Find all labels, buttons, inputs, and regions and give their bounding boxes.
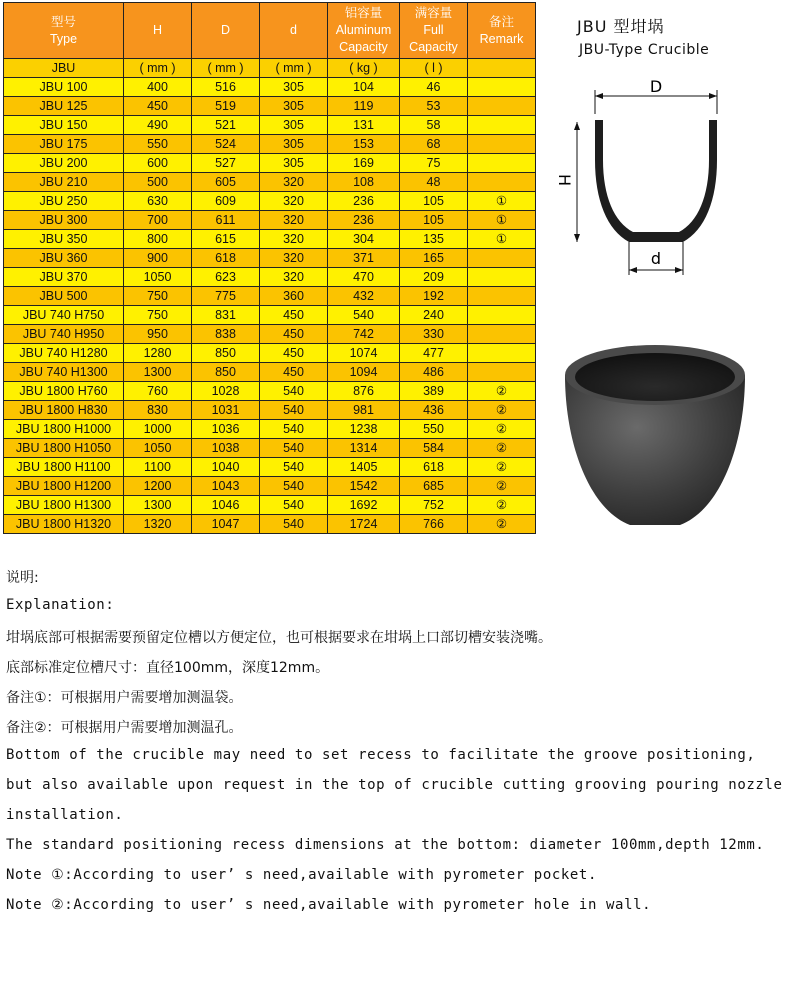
table-cell: 1280 bbox=[124, 344, 192, 363]
table-cell: 320 bbox=[260, 173, 328, 192]
table-cell: JBU 1800 H830 bbox=[4, 401, 124, 420]
unit-cell: JBU bbox=[4, 59, 124, 78]
remark-cell: ② bbox=[468, 515, 536, 534]
table-cell: 192 bbox=[400, 287, 468, 306]
dimension-d-arrow-left bbox=[629, 267, 637, 273]
table-cell: 108 bbox=[328, 173, 400, 192]
table-cell: JBU 1800 H1000 bbox=[4, 420, 124, 439]
header-H bbox=[124, 3, 192, 59]
table-cell: 304 bbox=[328, 230, 400, 249]
table-cell: 750 bbox=[124, 306, 192, 325]
table-cell: 831 bbox=[192, 306, 260, 325]
dimension-D-arrow-left bbox=[595, 93, 603, 99]
table-row bbox=[4, 211, 536, 230]
table-row bbox=[4, 439, 536, 458]
table-cell: 1050 bbox=[124, 268, 192, 287]
table-cell: JBU 200 bbox=[4, 154, 124, 173]
explanation-en-line: Note ②:According to user’ s need,available with pyrometer hole in wall. bbox=[6, 897, 652, 913]
table-cell: 540 bbox=[260, 477, 328, 496]
table-cell: 240 bbox=[400, 306, 468, 325]
header-remark-zh: 备注 bbox=[488, 14, 514, 29]
table-cell: 389 bbox=[400, 382, 468, 401]
table-cell: 477 bbox=[400, 344, 468, 363]
remark-cell: ② bbox=[468, 496, 536, 515]
table-cell: 1300 bbox=[124, 363, 192, 382]
table-cell: 521 bbox=[192, 116, 260, 135]
table-row bbox=[4, 363, 536, 382]
table-cell: 320 bbox=[260, 268, 328, 287]
table-cell: 540 bbox=[328, 306, 400, 325]
table-cell: 1031 bbox=[192, 401, 260, 420]
table-row bbox=[4, 306, 536, 325]
table-cell: 53 bbox=[400, 97, 468, 116]
table-cell: 540 bbox=[260, 458, 328, 477]
table-cell: 760 bbox=[124, 382, 192, 401]
table-cell: 131 bbox=[328, 116, 400, 135]
header-type-en: Type bbox=[49, 31, 78, 46]
remark-cell bbox=[468, 325, 536, 344]
table-cell: 1314 bbox=[328, 439, 400, 458]
diagram-subtitle: JBU-Type Crucible bbox=[579, 42, 710, 58]
table-cell: 611 bbox=[192, 211, 260, 230]
table-cell: 524 bbox=[192, 135, 260, 154]
table-cell: 400 bbox=[124, 78, 192, 97]
table-cell: 1300 bbox=[124, 496, 192, 515]
table-row bbox=[4, 344, 536, 363]
table-cell: 1000 bbox=[124, 420, 192, 439]
table-cell: 153 bbox=[328, 135, 400, 154]
header-d-label: d bbox=[290, 23, 297, 37]
table-cell: 615 bbox=[192, 230, 260, 249]
explanation-en-line: but also available upon request in the top of crucible cutting grooving pouring nozzle bbox=[6, 777, 783, 793]
table-cell: JBU 210 bbox=[4, 173, 124, 192]
table-cell: 135 bbox=[400, 230, 468, 249]
table-cell: 305 bbox=[260, 97, 328, 116]
remark-cell: ② bbox=[468, 458, 536, 477]
table-header-row bbox=[4, 3, 536, 59]
table-cell: 618 bbox=[192, 249, 260, 268]
table-cell: 1043 bbox=[192, 477, 260, 496]
remark-cell bbox=[468, 135, 536, 154]
table-row bbox=[4, 116, 536, 135]
table-cell: 305 bbox=[260, 135, 328, 154]
table-row bbox=[4, 268, 536, 287]
table-cell: 46 bbox=[400, 78, 468, 97]
table-cell: 519 bbox=[192, 97, 260, 116]
table-row bbox=[4, 420, 536, 439]
table-cell: 320 bbox=[260, 211, 328, 230]
header-aluminum-zh: 铝容量 bbox=[344, 6, 383, 20]
diagram-title: JBU 型坩埚 bbox=[577, 17, 665, 36]
explanation-zh-line: 底部标准定位槽尺寸：直径100mm，深度12mm。 bbox=[6, 660, 330, 676]
table-cell: 1692 bbox=[328, 496, 400, 515]
table-cell: 209 bbox=[400, 268, 468, 287]
table-cell: 104 bbox=[328, 78, 400, 97]
table-cell: 436 bbox=[400, 401, 468, 420]
table-cell: 486 bbox=[400, 363, 468, 382]
unit-cell bbox=[468, 59, 536, 78]
table-cell: 320 bbox=[260, 249, 328, 268]
table-row bbox=[4, 192, 536, 211]
dimension-H-arrow-top bbox=[574, 122, 580, 130]
table-row bbox=[4, 287, 536, 306]
header-full-en1: Full bbox=[423, 23, 444, 37]
table-cell: JBU 100 bbox=[4, 78, 124, 97]
dimension-D-label: D bbox=[649, 77, 663, 96]
remark-cell bbox=[468, 154, 536, 173]
explanation-heading-zh: 说明: bbox=[6, 570, 39, 586]
table-cell: 540 bbox=[260, 496, 328, 515]
crucible-cross-section-diagram bbox=[545, 70, 745, 285]
table-cell: 700 bbox=[124, 211, 192, 230]
table-cell: JBU 740 H750 bbox=[4, 306, 124, 325]
table-cell: 850 bbox=[192, 363, 260, 382]
table-cell: JBU 300 bbox=[4, 211, 124, 230]
table-cell: 540 bbox=[260, 401, 328, 420]
table-cell: 550 bbox=[124, 135, 192, 154]
table-cell: 490 bbox=[124, 116, 192, 135]
table-cell: 305 bbox=[260, 154, 328, 173]
table-cell: 371 bbox=[328, 249, 400, 268]
table-cell: 165 bbox=[400, 249, 468, 268]
table-cell: 58 bbox=[400, 116, 468, 135]
table-cell: 1100 bbox=[124, 458, 192, 477]
table-cell: 609 bbox=[192, 192, 260, 211]
table-cell: 742 bbox=[328, 325, 400, 344]
dimension-d-arrow-right bbox=[675, 267, 683, 273]
table-cell: 169 bbox=[328, 154, 400, 173]
table-cell: 600 bbox=[124, 154, 192, 173]
table-cell: 516 bbox=[192, 78, 260, 97]
table-row bbox=[4, 97, 536, 116]
table-cell: 330 bbox=[400, 325, 468, 344]
table-cell: 750 bbox=[124, 287, 192, 306]
table-row bbox=[4, 173, 536, 192]
table-row bbox=[4, 249, 536, 268]
table-cell: JBU 740 H950 bbox=[4, 325, 124, 344]
crucible-spec-table bbox=[3, 2, 536, 534]
header-D-label: D bbox=[220, 23, 231, 37]
unit-cell: ( mm ) bbox=[124, 59, 192, 78]
table-row bbox=[4, 135, 536, 154]
header-aluminum-capacity bbox=[328, 3, 400, 59]
header-full-capacity bbox=[400, 3, 468, 59]
header-remark-en: Remark bbox=[479, 31, 524, 46]
table-cell: 605 bbox=[192, 173, 260, 192]
table-cell: 119 bbox=[328, 97, 400, 116]
remark-cell: ② bbox=[468, 401, 536, 420]
crucible-photo bbox=[555, 335, 755, 535]
remark-cell bbox=[468, 306, 536, 325]
unit-cell: ( l ) bbox=[400, 59, 468, 78]
header-D bbox=[192, 3, 260, 59]
table-cell: JBU 740 H1280 bbox=[4, 344, 124, 363]
table-cell: 320 bbox=[260, 230, 328, 249]
table-cell: 450 bbox=[260, 344, 328, 363]
table-cell: 450 bbox=[260, 363, 328, 382]
table-row bbox=[4, 154, 536, 173]
remark-cell: ① bbox=[468, 192, 536, 211]
table-cell: JBU 1800 H1300 bbox=[4, 496, 124, 515]
table-cell: JBU 1800 H1200 bbox=[4, 477, 124, 496]
table-cell: 618 bbox=[400, 458, 468, 477]
table-cell: 1405 bbox=[328, 458, 400, 477]
table-cell: JBU 500 bbox=[4, 287, 124, 306]
table-row bbox=[4, 458, 536, 477]
remark-cell bbox=[468, 268, 536, 287]
table-row bbox=[4, 230, 536, 249]
table-cell: 950 bbox=[124, 325, 192, 344]
table-cell: 105 bbox=[400, 192, 468, 211]
table-cell: 623 bbox=[192, 268, 260, 287]
explanation-zh-line: 备注②：可根据用户需要增加测温孔。 bbox=[6, 720, 243, 736]
table-cell: 236 bbox=[328, 192, 400, 211]
table-cell: 1050 bbox=[124, 439, 192, 458]
unit-cell: ( mm ) bbox=[260, 59, 328, 78]
crucible-opening bbox=[575, 353, 735, 401]
remark-cell bbox=[468, 344, 536, 363]
table-cell: 1724 bbox=[328, 515, 400, 534]
remark-cell: ② bbox=[468, 382, 536, 401]
header-remark bbox=[468, 3, 536, 59]
table-row bbox=[4, 401, 536, 420]
explanation-heading-en: Explanation: bbox=[6, 597, 115, 613]
table-cell: JBU 1800 H1050 bbox=[4, 439, 124, 458]
table-cell: JBU 350 bbox=[4, 230, 124, 249]
table-cell: 305 bbox=[260, 78, 328, 97]
table-cell: 838 bbox=[192, 325, 260, 344]
table-cell: 584 bbox=[400, 439, 468, 458]
table-row bbox=[4, 477, 536, 496]
table-cell: 850 bbox=[192, 344, 260, 363]
table-cell: 540 bbox=[260, 439, 328, 458]
table-row bbox=[4, 325, 536, 344]
dimension-d-label: d bbox=[650, 249, 662, 268]
explanation-en-line: installation. bbox=[6, 807, 124, 823]
table-cell: 450 bbox=[260, 325, 328, 344]
table-cell: 685 bbox=[400, 477, 468, 496]
table-cell: 1542 bbox=[328, 477, 400, 496]
remark-cell bbox=[468, 116, 536, 135]
table-cell: 432 bbox=[328, 287, 400, 306]
table-cell: 1028 bbox=[192, 382, 260, 401]
table-cell: 766 bbox=[400, 515, 468, 534]
dimension-H-label: H bbox=[555, 173, 574, 187]
unit-cell: ( mm ) bbox=[192, 59, 260, 78]
remark-cell bbox=[468, 173, 536, 192]
table-cell: 1036 bbox=[192, 420, 260, 439]
unit-row bbox=[4, 59, 536, 78]
table-cell: 540 bbox=[260, 420, 328, 439]
table-cell: JBU 1800 H1320 bbox=[4, 515, 124, 534]
table-cell: JBU 150 bbox=[4, 116, 124, 135]
table-cell: 75 bbox=[400, 154, 468, 173]
header-H-label: H bbox=[152, 23, 163, 37]
table-cell: 1074 bbox=[328, 344, 400, 363]
table-cell: 1046 bbox=[192, 496, 260, 515]
remark-cell: ② bbox=[468, 420, 536, 439]
table-cell: 981 bbox=[328, 401, 400, 420]
table-row bbox=[4, 382, 536, 401]
table-cell: 1040 bbox=[192, 458, 260, 477]
table-cell: 800 bbox=[124, 230, 192, 249]
table-cell: 236 bbox=[328, 211, 400, 230]
explanation-en-line: Bottom of the crucible may need to set recess to facilitate the groove positioning, bbox=[6, 747, 756, 763]
remark-cell bbox=[468, 363, 536, 382]
explanation-zh-line: 备注①：可根据用户需要增加测温袋。 bbox=[6, 690, 243, 706]
table-cell: JBU 740 H1300 bbox=[4, 363, 124, 382]
explanation-en-line: Note ①:According to user’ s need,available with pyrometer pocket. bbox=[6, 867, 597, 883]
table-cell: 550 bbox=[400, 420, 468, 439]
header-aluminum-en2: Capacity bbox=[339, 40, 388, 54]
table-row bbox=[4, 496, 536, 515]
table-cell: 320 bbox=[260, 192, 328, 211]
dimension-D-arrow-right bbox=[709, 93, 717, 99]
header-d bbox=[260, 3, 328, 59]
table-cell: 540 bbox=[260, 515, 328, 534]
table-cell: 105 bbox=[400, 211, 468, 230]
table-cell: JBU 250 bbox=[4, 192, 124, 211]
remark-cell bbox=[468, 287, 536, 306]
table-cell: JBU 1800 H1100 bbox=[4, 458, 124, 477]
table-cell: 360 bbox=[260, 287, 328, 306]
table-cell: 1200 bbox=[124, 477, 192, 496]
remark-cell: ① bbox=[468, 211, 536, 230]
table-cell: 1038 bbox=[192, 439, 260, 458]
table-cell: 305 bbox=[260, 116, 328, 135]
table-cell: 1320 bbox=[124, 515, 192, 534]
dimension-H-arrow-bottom bbox=[574, 234, 580, 242]
header-type bbox=[4, 3, 124, 59]
table-cell: 1047 bbox=[192, 515, 260, 534]
table-cell: JBU 125 bbox=[4, 97, 124, 116]
table-cell: 752 bbox=[400, 496, 468, 515]
table-cell: 540 bbox=[260, 382, 328, 401]
table-cell: JBU 370 bbox=[4, 268, 124, 287]
remark-cell: ② bbox=[468, 439, 536, 458]
table-cell: 500 bbox=[124, 173, 192, 192]
table-cell: 450 bbox=[124, 97, 192, 116]
explanation-zh-line: 坩埚底部可根据需要预留定位槽以方便定位，也可根据要求在坩埚上口部切槽安装浇嘴。 bbox=[6, 630, 552, 646]
table-cell: JBU 360 bbox=[4, 249, 124, 268]
table-row bbox=[4, 78, 536, 97]
table-cell: 527 bbox=[192, 154, 260, 173]
table-cell: 48 bbox=[400, 173, 468, 192]
header-full-en2: Capacity bbox=[409, 40, 458, 54]
header-full-zh: 满容量 bbox=[414, 6, 453, 20]
header-aluminum-en1: Aluminum bbox=[335, 23, 392, 37]
table-cell: 900 bbox=[124, 249, 192, 268]
header-type-zh: 型号 bbox=[50, 14, 76, 29]
unit-cell: ( kg ) bbox=[328, 59, 400, 78]
table-row bbox=[4, 515, 536, 534]
table-cell: 830 bbox=[124, 401, 192, 420]
remark-cell bbox=[468, 97, 536, 116]
remark-cell bbox=[468, 249, 536, 268]
crucible-wall-section bbox=[595, 120, 717, 242]
explanation-en-line: The standard positioning recess dimensions at the bottom: diameter 100mm,depth 12mm. bbox=[6, 837, 765, 853]
table-cell: 775 bbox=[192, 287, 260, 306]
remark-cell: ② bbox=[468, 477, 536, 496]
table-cell: JBU 1800 H760 bbox=[4, 382, 124, 401]
table-cell: 876 bbox=[328, 382, 400, 401]
table-cell: 450 bbox=[260, 306, 328, 325]
table-cell: JBU 175 bbox=[4, 135, 124, 154]
table-cell: 1094 bbox=[328, 363, 400, 382]
remark-cell: ① bbox=[468, 230, 536, 249]
table-cell: 1238 bbox=[328, 420, 400, 439]
table-cell: 68 bbox=[400, 135, 468, 154]
table-cell: 630 bbox=[124, 192, 192, 211]
remark-cell bbox=[468, 78, 536, 97]
table-cell: 470 bbox=[328, 268, 400, 287]
